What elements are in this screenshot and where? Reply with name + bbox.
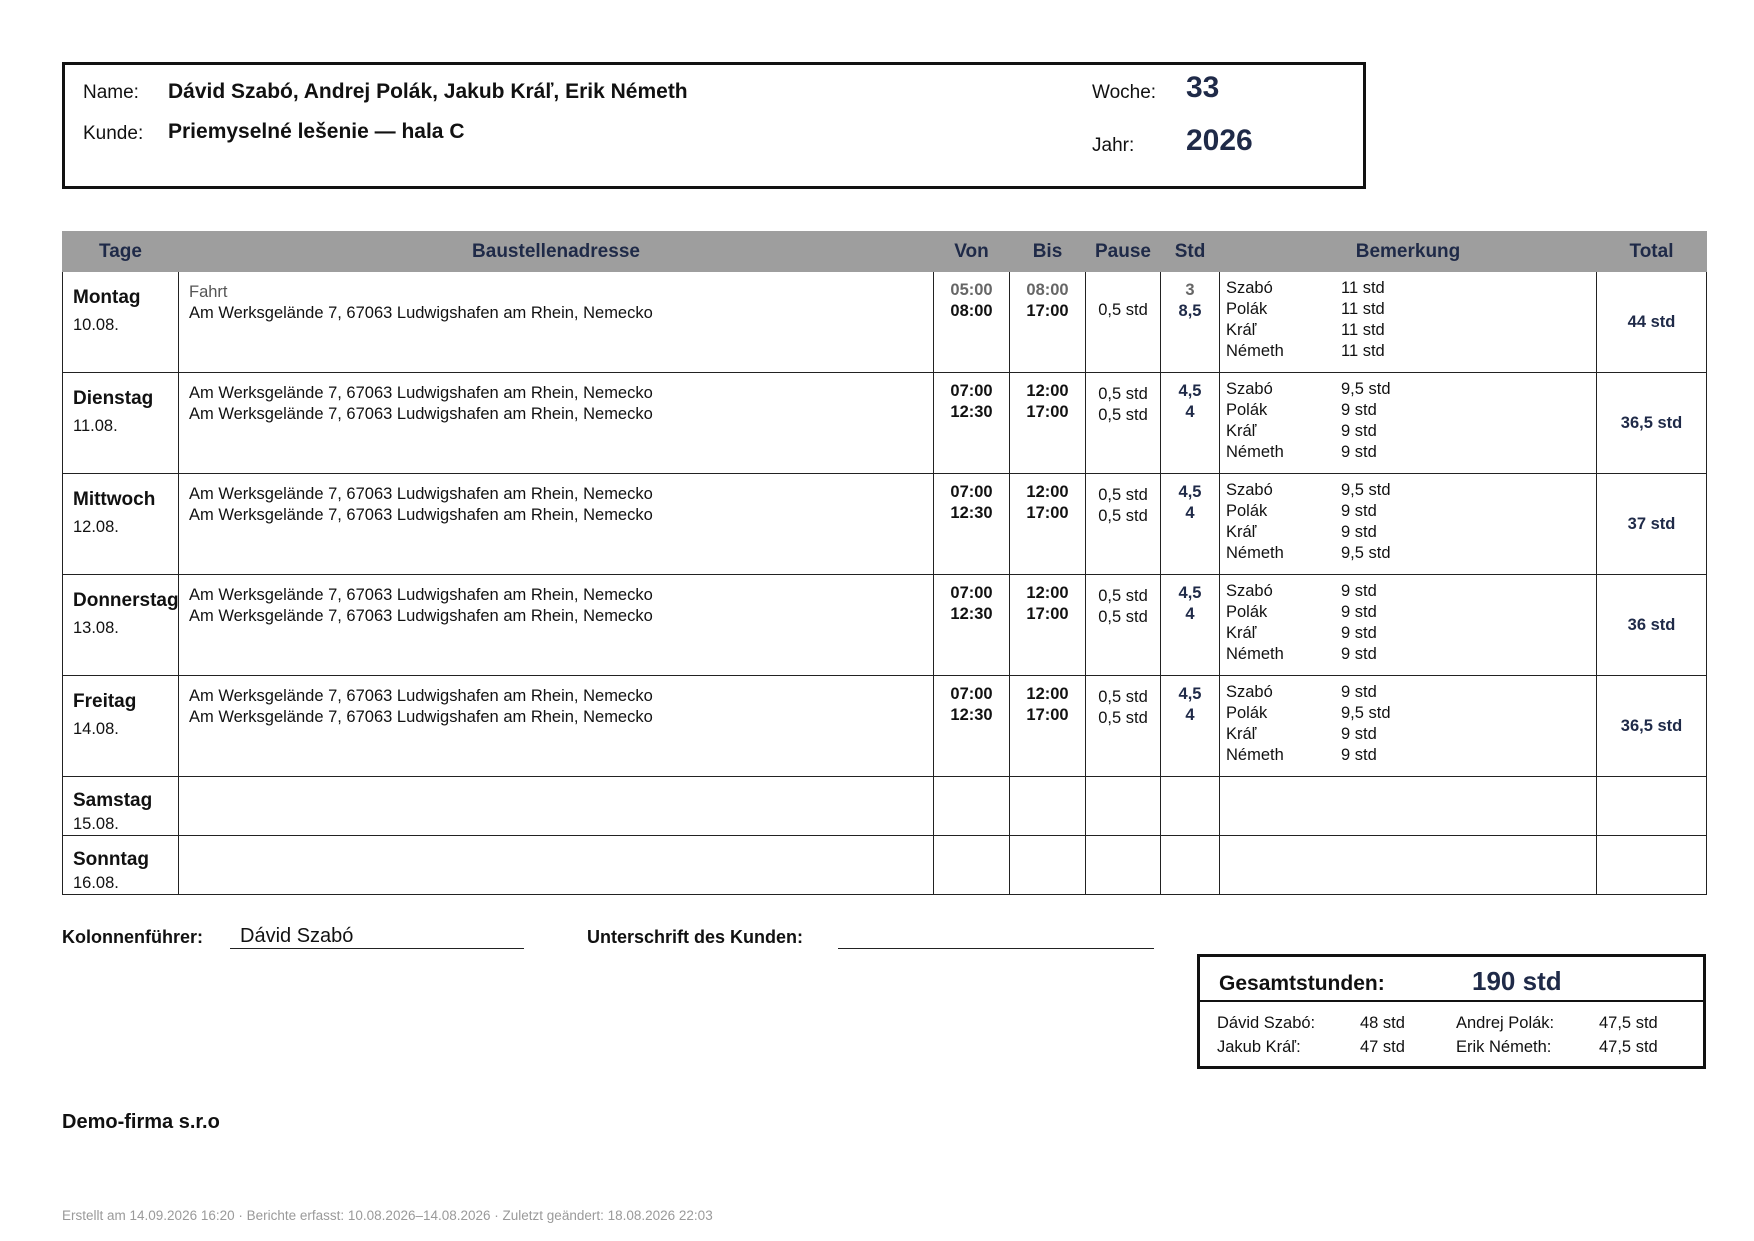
person-hours: 48 std — [1360, 1014, 1405, 1032]
total-cell: 44 std — [1597, 272, 1707, 373]
col-header-baustellenadresse: Baustellenadresse — [179, 232, 934, 272]
col-header-pause: Pause — [1086, 232, 1161, 272]
total-cell: 36,5 std — [1597, 676, 1707, 777]
worker-name: Kráľ — [1226, 523, 1257, 541]
worker-hours: 9,5 std — [1341, 380, 1391, 398]
std-value: 4 — [1185, 403, 1195, 421]
std-value: 4,5 — [1178, 382, 1202, 400]
address-cell — [179, 575, 934, 676]
day-name: Sonntag — [73, 849, 149, 870]
von-time: 07:00 — [950, 483, 993, 501]
von-time: 05:00 — [950, 281, 993, 299]
std-value: 4 — [1185, 706, 1195, 724]
pause-cell — [1086, 777, 1161, 836]
bis-time: 17:00 — [1026, 605, 1069, 623]
bis-time: 12:00 — [1026, 685, 1069, 703]
total-cell — [1597, 777, 1707, 836]
day-date: 16.08. — [73, 874, 119, 892]
col-header-von: Von — [934, 232, 1010, 272]
bis-cell — [1010, 575, 1086, 676]
worker-name: Szabó — [1226, 683, 1273, 701]
table-row — [63, 575, 1707, 676]
bemerkung-cell — [1220, 777, 1597, 836]
bemerkung-cell — [1220, 373, 1597, 474]
von-time: 07:00 — [950, 584, 993, 602]
person-hours: 47,5 std — [1599, 1014, 1658, 1032]
von-time: 12:30 — [950, 706, 993, 724]
address-cell — [179, 373, 934, 474]
std-value: 3 — [1185, 281, 1195, 299]
gesamtstunden-header — [1200, 957, 1703, 1002]
bis-cell — [1010, 777, 1086, 836]
bemerkung-cell — [1220, 272, 1597, 373]
std-cell — [1161, 836, 1220, 895]
worker-hours: 9 std — [1341, 603, 1377, 621]
von-cell — [934, 676, 1010, 777]
timesheet-table — [62, 231, 1707, 895]
von-cell — [934, 777, 1010, 836]
worker-hours: 9 std — [1341, 746, 1377, 764]
jahr-value: 2026 — [1186, 124, 1253, 157]
pause-value: 0,5 std — [1098, 608, 1148, 626]
worker-hours: 9 std — [1341, 443, 1377, 461]
bis-cell — [1010, 676, 1086, 777]
footer-meta: Erstellt am 14.09.2026 16:20 · Berichte erfasst: 10.08.2026–14.08.2026 · Zuletzt geändert: 18.08.2026 22:03 — [62, 1208, 713, 1223]
pause-value: 0,5 std — [1098, 709, 1148, 727]
table-row — [63, 272, 1707, 373]
address-cell — [179, 836, 934, 895]
std-value: 4,5 — [1178, 584, 1202, 602]
bemerkung-cell — [1220, 836, 1597, 895]
kunde-value: Priemyselné lešenie — hala C — [168, 120, 465, 143]
worker-hours: 9 std — [1341, 422, 1377, 440]
worker-name: Polák — [1226, 704, 1268, 722]
table-row — [63, 373, 1707, 474]
day-name: Mittwoch — [73, 489, 156, 510]
table-row — [63, 474, 1707, 575]
bis-time: 17:00 — [1026, 504, 1069, 522]
bemerkung-cell — [1220, 474, 1597, 575]
col-header-std: Std — [1161, 232, 1220, 272]
woche-value: 33 — [1186, 71, 1220, 104]
bis-cell — [1010, 474, 1086, 575]
von-cell — [934, 373, 1010, 474]
std-cell — [1161, 777, 1220, 836]
von-time: 12:30 — [950, 605, 993, 623]
day-cell — [63, 474, 179, 575]
std-cell — [1161, 272, 1220, 373]
pause-cell — [1086, 272, 1161, 373]
worker-hours: 9 std — [1341, 624, 1377, 642]
address-line: Am Werksgelände 7, 67063 Ludwigshafen am Rhein, Nemecko — [189, 607, 653, 625]
worker-name: Szabó — [1226, 481, 1273, 499]
von-cell — [934, 474, 1010, 575]
std-value: 4,5 — [1178, 483, 1202, 501]
worker-name: Kráľ — [1226, 725, 1257, 743]
person-name: Andrej Polák: — [1456, 1014, 1555, 1032]
worker-hours: 11 std — [1341, 321, 1385, 339]
address-line: Am Werksgelände 7, 67063 Ludwigshafen am Rhein, Nemecko — [189, 405, 653, 423]
bis-time: 12:00 — [1026, 382, 1069, 400]
address-line: Am Werksgelände 7, 67063 Ludwigshafen am Rhein, Nemecko — [189, 586, 653, 604]
total-cell — [1597, 836, 1707, 895]
pause-value: 0,5 std — [1098, 385, 1148, 403]
worker-hours: 11 std — [1341, 300, 1385, 318]
std-value: 8,5 — [1178, 302, 1202, 320]
bis-cell — [1010, 272, 1086, 373]
worker-hours: 9 std — [1341, 401, 1377, 419]
day-name: Freitag — [73, 691, 137, 712]
pause-cell — [1086, 836, 1161, 895]
day-date: 10.08. — [73, 316, 119, 334]
day-date: 11.08. — [73, 417, 118, 435]
worker-name: Polák — [1226, 603, 1268, 621]
kolonnenfuehrer-label: Kolonnenführer: — [62, 927, 203, 947]
total-cell: 37 std — [1597, 474, 1707, 575]
von-time: 08:00 — [950, 302, 993, 320]
col-header-tage: Tage — [63, 232, 179, 272]
bis-cell — [1010, 836, 1086, 895]
std-cell — [1161, 676, 1220, 777]
pause-value: 0,5 std — [1098, 507, 1148, 525]
woche-label: Woche: — [1092, 82, 1157, 103]
von-cell — [934, 836, 1010, 895]
worker-name: Németh — [1226, 645, 1284, 663]
std-value: 4 — [1185, 605, 1195, 623]
bis-time: 12:00 — [1026, 584, 1069, 602]
pause-value: 0,5 std — [1098, 486, 1148, 504]
worker-name: Kráľ — [1226, 422, 1257, 440]
total-cell: 36 std — [1597, 575, 1707, 676]
name-value: Dávid Szabó, Andrej Polák, Jakub Kráľ, Erik Németh — [168, 80, 688, 103]
address-line: Am Werksgelände 7, 67063 Ludwigshafen am Rhein, Nemecko — [189, 304, 653, 322]
jahr-label: Jahr: — [1092, 135, 1135, 156]
address-line: Am Werksgelände 7, 67063 Ludwigshafen am Rhein, Nemecko — [189, 708, 653, 726]
worker-name: Szabó — [1226, 582, 1273, 600]
worker-hours: 9 std — [1341, 683, 1377, 701]
std-cell — [1161, 373, 1220, 474]
worker-name: Polák — [1226, 401, 1268, 419]
bis-time: 17:00 — [1026, 403, 1069, 421]
pause-value: 0,5 std — [1098, 301, 1148, 319]
worker-name: Polák — [1226, 300, 1268, 318]
person-name: Jakub Kráľ: — [1217, 1038, 1301, 1056]
pause-cell — [1086, 474, 1161, 575]
table-row — [63, 836, 1707, 895]
worker-name: Németh — [1226, 746, 1284, 764]
kunde-signature-label: Unterschrift des Kunden: — [587, 927, 804, 947]
header-box — [62, 62, 1366, 189]
von-time: 12:30 — [950, 403, 993, 421]
bis-time: 17:00 — [1026, 706, 1069, 724]
pause-cell — [1086, 676, 1161, 777]
gesamtstunden-label: Gesamtstunden: — [1219, 972, 1385, 995]
worker-hours: 9 std — [1341, 582, 1377, 600]
pause-cell — [1086, 575, 1161, 676]
col-header-total: Total — [1597, 232, 1707, 272]
worker-hours: 9,5 std — [1341, 704, 1391, 722]
day-cell — [63, 836, 179, 895]
std-value: 4,5 — [1178, 685, 1202, 703]
worker-hours: 9,5 std — [1341, 544, 1391, 562]
worker-hours: 9 std — [1341, 523, 1377, 541]
table-row — [63, 676, 1707, 777]
day-name: Montag — [73, 287, 141, 308]
name-label: Name: — [83, 82, 139, 103]
address-line: Am Werksgelände 7, 67063 Ludwigshafen am Rhein, Nemecko — [189, 384, 653, 402]
gesamtstunden-box — [1197, 954, 1706, 1069]
table-row — [63, 777, 1707, 836]
bemerkung-cell — [1220, 676, 1597, 777]
address-cell — [179, 272, 934, 373]
kunde-signature-line[interactable] — [838, 925, 1154, 949]
worker-name: Szabó — [1226, 380, 1273, 398]
day-cell — [63, 373, 179, 474]
worker-name: Németh — [1226, 342, 1284, 360]
day-date: 12.08. — [73, 518, 119, 536]
std-cell — [1161, 575, 1220, 676]
address-cell — [179, 676, 934, 777]
bemerkung-cell — [1220, 575, 1597, 676]
col-header-bis: Bis — [1010, 232, 1086, 272]
worker-hours: 11 std — [1341, 279, 1385, 297]
address-line: Am Werksgelände 7, 67063 Ludwigshafen am Rhein, Nemecko — [189, 485, 653, 503]
bis-time: 12:00 — [1026, 483, 1069, 501]
worker-hours: 11 std — [1341, 342, 1385, 360]
worker-name: Szabó — [1226, 279, 1273, 297]
pause-value: 0,5 std — [1098, 587, 1148, 605]
day-date: 14.08. — [73, 720, 119, 738]
day-cell — [63, 575, 179, 676]
von-cell — [934, 575, 1010, 676]
gesamtstunden-value: 190 std — [1472, 966, 1562, 996]
person-hours: 47,5 std — [1599, 1038, 1658, 1056]
von-time: 07:00 — [950, 685, 993, 703]
address-line: Am Werksgelände 7, 67063 Ludwigshafen am Rhein, Nemecko — [189, 506, 653, 524]
von-time: 12:30 — [950, 504, 993, 522]
worker-name: Németh — [1226, 443, 1284, 461]
person-name: Erik Németh: — [1456, 1038, 1552, 1056]
pause-value: 0,5 std — [1098, 688, 1148, 706]
company-name: Demo-firma s.r.o — [62, 1111, 220, 1133]
day-cell — [63, 272, 179, 373]
total-cell: 36,5 std — [1597, 373, 1707, 474]
day-date: 13.08. — [73, 619, 119, 637]
pause-value: 0,5 std — [1098, 406, 1148, 424]
bis-time: 08:00 — [1026, 281, 1069, 299]
worker-hours: 9 std — [1341, 645, 1377, 663]
day-name: Donnerstag — [73, 590, 179, 611]
day-cell — [63, 676, 179, 777]
std-cell — [1161, 474, 1220, 575]
worker-hours: 9,5 std — [1341, 481, 1391, 499]
von-cell — [934, 272, 1010, 373]
worker-name: Polák — [1226, 502, 1268, 520]
worker-hours: 9 std — [1341, 725, 1377, 743]
day-name: Samstag — [73, 790, 153, 811]
worker-name: Kráľ — [1226, 321, 1257, 339]
day-cell — [63, 777, 179, 836]
day-name: Dienstag — [73, 388, 154, 409]
person-name: Dávid Szabó: — [1217, 1014, 1316, 1032]
kunde-label: Kunde: — [83, 123, 144, 144]
bis-cell — [1010, 373, 1086, 474]
address-cell — [179, 474, 934, 575]
std-value: 4 — [1185, 504, 1195, 522]
kolonnenfuehrer-signature[interactable]: Dávid Szabó — [230, 925, 524, 949]
von-time: 07:00 — [950, 382, 993, 400]
day-date: 15.08. — [73, 815, 119, 833]
address-cell — [179, 777, 934, 836]
address-line: Am Werksgelände 7, 67063 Ludwigshafen am Rhein, Nemecko — [189, 687, 653, 705]
fahrt-label: Fahrt — [189, 283, 228, 301]
pause-cell — [1086, 373, 1161, 474]
col-header-bemerkung: Bemerkung — [1220, 232, 1597, 272]
bis-time: 17:00 — [1026, 302, 1069, 320]
worker-name: Kráľ — [1226, 624, 1257, 642]
worker-hours: 9 std — [1341, 502, 1377, 520]
table-header-row — [63, 232, 1707, 272]
worker-name: Németh — [1226, 544, 1284, 562]
person-hours: 47 std — [1360, 1038, 1405, 1056]
